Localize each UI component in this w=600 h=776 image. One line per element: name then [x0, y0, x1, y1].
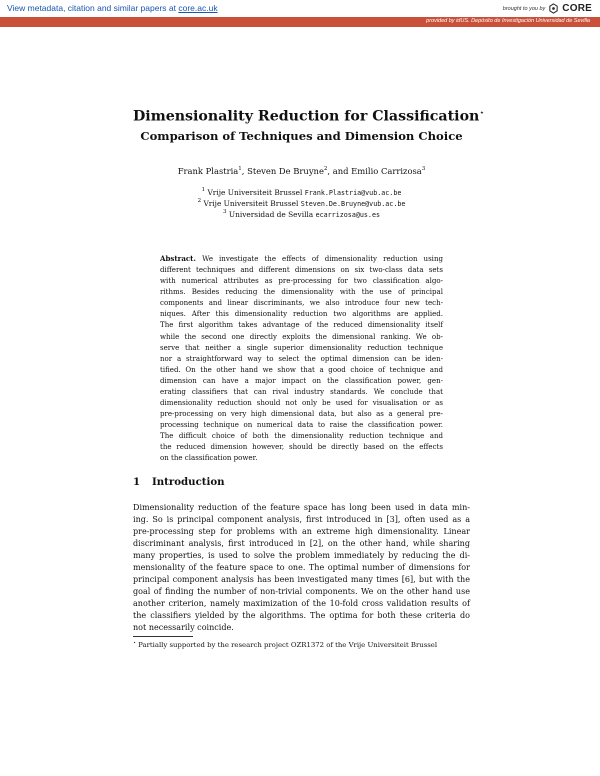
affiliation-mark: 3: [222, 209, 227, 215]
text-line: [133, 562, 470, 574]
text-line-content: pre-processing step for problems with an extreme high dimensionality. Linear: [133, 527, 470, 537]
text-line: [133, 502, 470, 514]
text-line: [160, 397, 443, 408]
text-line-content: while the second one directly exploits the dimensional ranking. We ob-: [160, 331, 443, 341]
text-line-content: dimension can have a major impact on the classification power, gen-: [160, 375, 443, 385]
text-line-content: niques. After this dimensionality reduction two algorithms are applied.: [160, 309, 443, 319]
affiliation-email[interactable]: Steven.De.Bruyne@vub.ac.be: [300, 200, 406, 208]
text-line-content: dimensionality reduction should not only be used for visualisation or as: [160, 398, 443, 408]
text-line: [160, 419, 443, 430]
text-line: [133, 514, 470, 526]
text-line-content: different techniques and different dimensions on six two-class data sets: [160, 265, 443, 275]
text-line-content: nor a straightforward way to select the optimal dimension can be iden-: [160, 353, 443, 363]
text-line-content: Dimensionality reduction of the feature space has long been used in data min-: [133, 503, 470, 512]
affiliation-institution: Vrije Universiteit Brussel: [203, 199, 299, 208]
author-name: Emilio Carrizosa: [351, 166, 422, 176]
text-line-content: The first algorithm takes advantage of the reduced dimensionality itself: [160, 320, 443, 330]
text-line-content: components and linear discriminants, we also introduce four new tech-: [160, 298, 443, 308]
text-line: [160, 286, 443, 297]
core-header: [0, 0, 600, 28]
affiliation-line: [133, 198, 470, 208]
footnote-text: Partially supported by the research project OZR1372 of the Vrije Universiteit Brussel: [138, 641, 438, 649]
text-line-content: principal component analysis has been investigated many times [6], but with the: [133, 575, 470, 585]
text-line: [160, 353, 443, 364]
brought-text: brought to you by: [502, 5, 546, 12]
text-line: [160, 430, 443, 441]
text-line-content: on the classification power.: [160, 453, 258, 463]
text-line-content: processing technique on numerical data to raise the classification power.: [160, 420, 443, 430]
core-logo-text: CORE: [562, 3, 592, 14]
text-line: [133, 526, 470, 538]
affiliation-email[interactable]: ecarrizosa@us.es: [315, 211, 380, 219]
text-line: [160, 264, 443, 275]
footnote-mark: ⋆: [133, 640, 137, 646]
affiliation-line: [133, 187, 470, 197]
text-line-content: ing. So is principal component analysis, first introduced in [3], often used as a: [133, 515, 470, 525]
affiliation-line: [133, 209, 470, 219]
text-line: [160, 275, 443, 286]
text-line: [160, 297, 443, 308]
text-line-content: another criterion, namely maximization of the 10-fold cross validation results of: [133, 599, 470, 609]
footnote-rule: [133, 636, 193, 637]
author-list: [133, 166, 470, 176]
section-heading: [133, 476, 470, 488]
text-line-content: rithms. Besides reducing the dimensionality with the use of principal: [160, 287, 443, 297]
author-mark: 1: [238, 166, 242, 172]
provider-bar: [0, 17, 600, 27]
introduction-body: [133, 502, 470, 634]
author-mark: 2: [323, 166, 328, 172]
author-separator: , and: [327, 166, 352, 176]
text-line-content: The difficult choice of both the dimensionality reduction technique and: [160, 431, 443, 441]
text-line-content: mensionality of the feature space to one. The optimal number of dimensions for: [133, 563, 470, 573]
text-line-content: not necessarily coincide.: [133, 623, 234, 633]
text-line: [160, 342, 443, 353]
paper-title-text: Dimensionality Reduction for Classification: [133, 108, 480, 125]
affiliation-email[interactable]: Frank.Plastria@vub.ac.be: [304, 189, 402, 197]
text-line: [133, 550, 470, 562]
text-line-content: with numerical attributes as pre-processing for two classification algo-: [160, 276, 443, 286]
text-line-content: erating classifiers that can rival industry standards. We conclude that: [160, 386, 443, 396]
text-line: [133, 574, 470, 586]
core-logo-icon: [548, 3, 559, 14]
affiliation-mark: 2: [197, 198, 202, 204]
view-metadata-link[interactable]: [7, 3, 218, 13]
author-name: Steven De Bruyne: [247, 166, 324, 176]
text-line-content: the reduced dimension however, should be directly based on the effects: [160, 442, 443, 452]
text-line: [133, 622, 470, 634]
section-number: 1: [133, 476, 141, 488]
abstract-label: Abstract.: [160, 254, 203, 263]
text-line-content: discriminant analysis, first introduced in [2], on the other hand, while sharing: [133, 539, 470, 549]
provided-by-text[interactable]: provided by idUS. Depósito de Investigación Universidad de Sevilla: [426, 18, 590, 24]
abstract: [160, 253, 443, 463]
text-line: [133, 610, 470, 622]
section-title: Introduction: [152, 476, 225, 488]
text-line-content: serve that neither a single superior dimensionality reduction technique: [160, 342, 443, 352]
paper-title: [133, 108, 485, 125]
text-line-content: the classifiers yielded by the algorithms. The optima for both these criteria do: [133, 611, 470, 621]
text-line-content: pre-processing on very high dimensional data, but also as a general pre-: [160, 409, 443, 419]
core-domain-link[interactable]: core.ac.uk: [178, 3, 218, 13]
affiliation-mark: 1: [201, 187, 206, 193]
text-line: [160, 364, 443, 375]
author-separator: ,: [241, 166, 248, 176]
affiliation-institution: Universidad de Sevilla: [228, 210, 314, 219]
paper-subtitle: Comparison of Techniques and Dimension Choice: [140, 129, 463, 143]
text-line: [133, 538, 470, 550]
text-line: [160, 375, 443, 386]
text-line: [160, 441, 443, 452]
affiliation-institution: Vrije Universiteit Brussel: [207, 188, 303, 197]
author-name: Frank Plastria: [177, 166, 239, 176]
footnote: [133, 640, 470, 649]
text-line-content: tified. On the other hand we show that a good choice of technique and: [160, 364, 443, 374]
text-line: [133, 598, 470, 610]
text-line-content: goal of finding the number of non-trivial components. We on the other hand use: [133, 587, 470, 597]
text-line: [160, 452, 443, 463]
text-line: [133, 586, 470, 598]
text-line: [160, 319, 443, 330]
text-line: [160, 408, 443, 419]
text-line: [160, 386, 443, 397]
text-line-content: many properties, is used to solve the problem immediately by reducing the di-: [133, 551, 470, 561]
author-mark: 3: [421, 166, 426, 172]
brought-to-you-by[interactable]: [503, 3, 592, 14]
text-line: [160, 253, 443, 264]
text-line: [160, 331, 443, 342]
title-footnote-mark: ⋆: [479, 108, 485, 117]
text-line-content: We investigate the effects of dimensionality reduction using: [202, 254, 443, 263]
view-link-text: View metadata, citation and similar papers at: [7, 3, 179, 13]
text-line: [160, 308, 443, 319]
